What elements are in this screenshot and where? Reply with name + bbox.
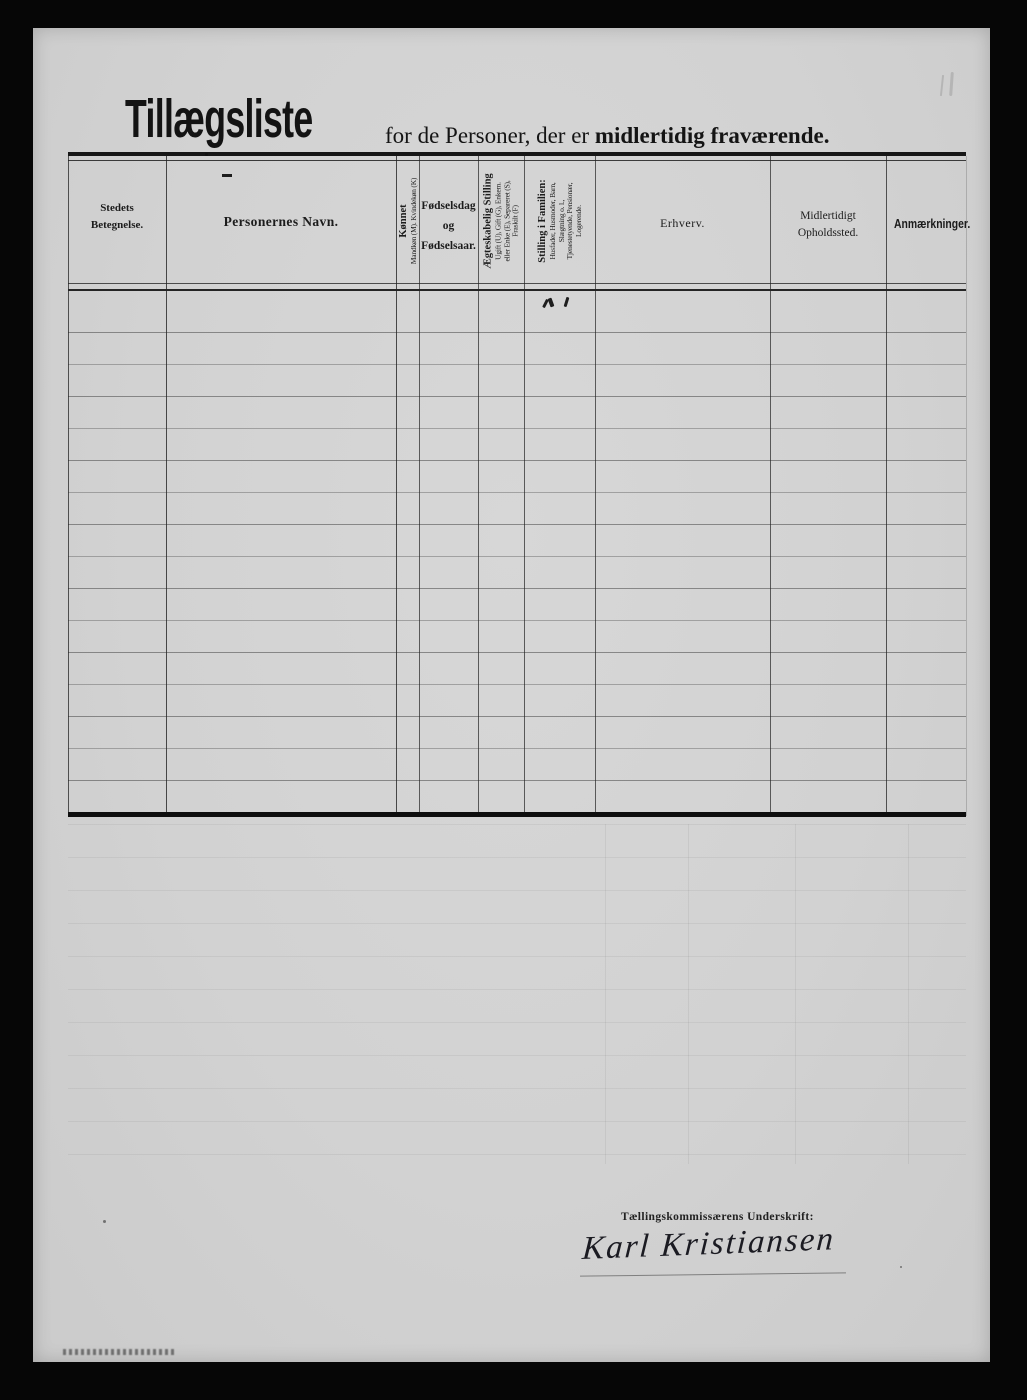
header-line: Fødselsdag	[421, 200, 476, 212]
subtitle-regular-text: for de Personer, der er	[385, 123, 595, 148]
table-row	[68, 684, 966, 685]
bleed-through-line	[795, 824, 796, 1164]
table-row	[68, 716, 966, 717]
table-row	[68, 460, 966, 461]
column-divider	[770, 156, 771, 816]
ink-smudge	[548, 298, 555, 308]
header-line: Betegnelse.	[90, 219, 144, 231]
subtitle-bold-text: midlertidig fraværende.	[594, 123, 830, 148]
ink-smudge	[564, 297, 570, 307]
rotated-header-text	[482, 162, 520, 280]
column-header-stilling-i-familien	[524, 162, 595, 280]
header-rule-thin	[68, 283, 966, 284]
signature-underline	[580, 1272, 846, 1276]
bleed-through-line	[908, 824, 909, 1164]
header-sub: Tjenestetyende, Pensionær,	[564, 182, 574, 260]
scan-smudge	[940, 75, 944, 96]
column-header-stedets-betegnelse	[68, 200, 166, 234]
title-rule-thin	[68, 160, 966, 161]
page-title-subtitle	[385, 123, 829, 149]
header-sub: Slægtning o. l.,	[556, 199, 565, 243]
bleed-through-line	[688, 824, 689, 1164]
column-divider	[524, 156, 525, 816]
header-sub: Husfader, Husmoder, Barn,	[547, 182, 557, 260]
bleed-through-grid	[68, 824, 966, 1164]
column-header-midlertidigt-opholdssted	[770, 208, 886, 242]
rotated-header-text	[397, 162, 418, 280]
header-line: Stedets	[100, 202, 134, 214]
table-row	[68, 492, 966, 493]
scan-smudge	[949, 72, 954, 96]
header-line: og	[442, 220, 455, 232]
rotated-header-text	[537, 162, 583, 280]
column-divider	[419, 156, 420, 816]
column-divider	[966, 156, 967, 816]
header-sub: Mandkøn (M). Kvindekøn (K)	[408, 177, 418, 265]
table-row	[68, 748, 966, 749]
header-sub: eller Enke (E), Separeret (S),	[501, 180, 511, 262]
header-main: Ægteskabelig Stilling	[482, 173, 494, 269]
table-row	[68, 652, 966, 653]
table-row	[68, 620, 966, 621]
printer-mark	[63, 1349, 177, 1355]
column-header-anmaerkninger: Anmærkninger.	[894, 216, 971, 231]
header-line: Opholdssted.	[797, 227, 859, 239]
column-header-personernes-navn: Personernes Navn.	[223, 214, 339, 229]
column-divider	[396, 156, 397, 816]
pen-dash-mark	[222, 174, 232, 177]
signature-caption: Tællingskommissærens Underskrift:	[621, 1211, 814, 1223]
column-divider	[166, 156, 167, 816]
table-row	[68, 428, 966, 429]
scan-speck	[900, 1266, 902, 1268]
table-row	[68, 524, 966, 525]
scan-speck	[205, 153, 208, 156]
bleed-through-line	[605, 824, 606, 1164]
scanned-census-form-page	[33, 28, 990, 1362]
table-bottom-rule	[68, 812, 966, 817]
page-title: Tillægsliste	[125, 89, 313, 149]
table-row	[68, 780, 966, 781]
table-row	[68, 332, 966, 333]
table-row	[68, 396, 966, 397]
table-row	[68, 364, 966, 365]
header-line: Midlertidigt	[800, 210, 856, 222]
header-main: Kønnet	[397, 204, 409, 238]
table-row	[68, 588, 966, 589]
header-line: Fødselsaar.	[421, 240, 476, 252]
scan-speck	[103, 1220, 106, 1223]
header-sub: Ugift (U), Gift (G), Enkem.	[493, 182, 503, 260]
header-rule-thick	[68, 289, 966, 291]
column-header-konnet	[396, 162, 419, 280]
column-divider	[595, 156, 596, 816]
table-row	[68, 556, 966, 557]
header-main: Stilling i Familien:	[536, 179, 548, 263]
title-rule-thick	[68, 152, 966, 156]
column-header-aegteskabelig-stilling	[478, 162, 524, 280]
handwritten-signature: Karl Kristiansen	[581, 1221, 837, 1267]
column-header-erhverv: Erhverv.	[660, 216, 705, 230]
column-divider	[886, 156, 887, 816]
header-sub: Logerende.	[573, 205, 582, 237]
column-divider	[68, 156, 69, 816]
column-divider	[478, 156, 479, 816]
column-header-fodselsdag	[419, 196, 478, 256]
header-sub: Fraskilt (F)	[510, 205, 520, 237]
